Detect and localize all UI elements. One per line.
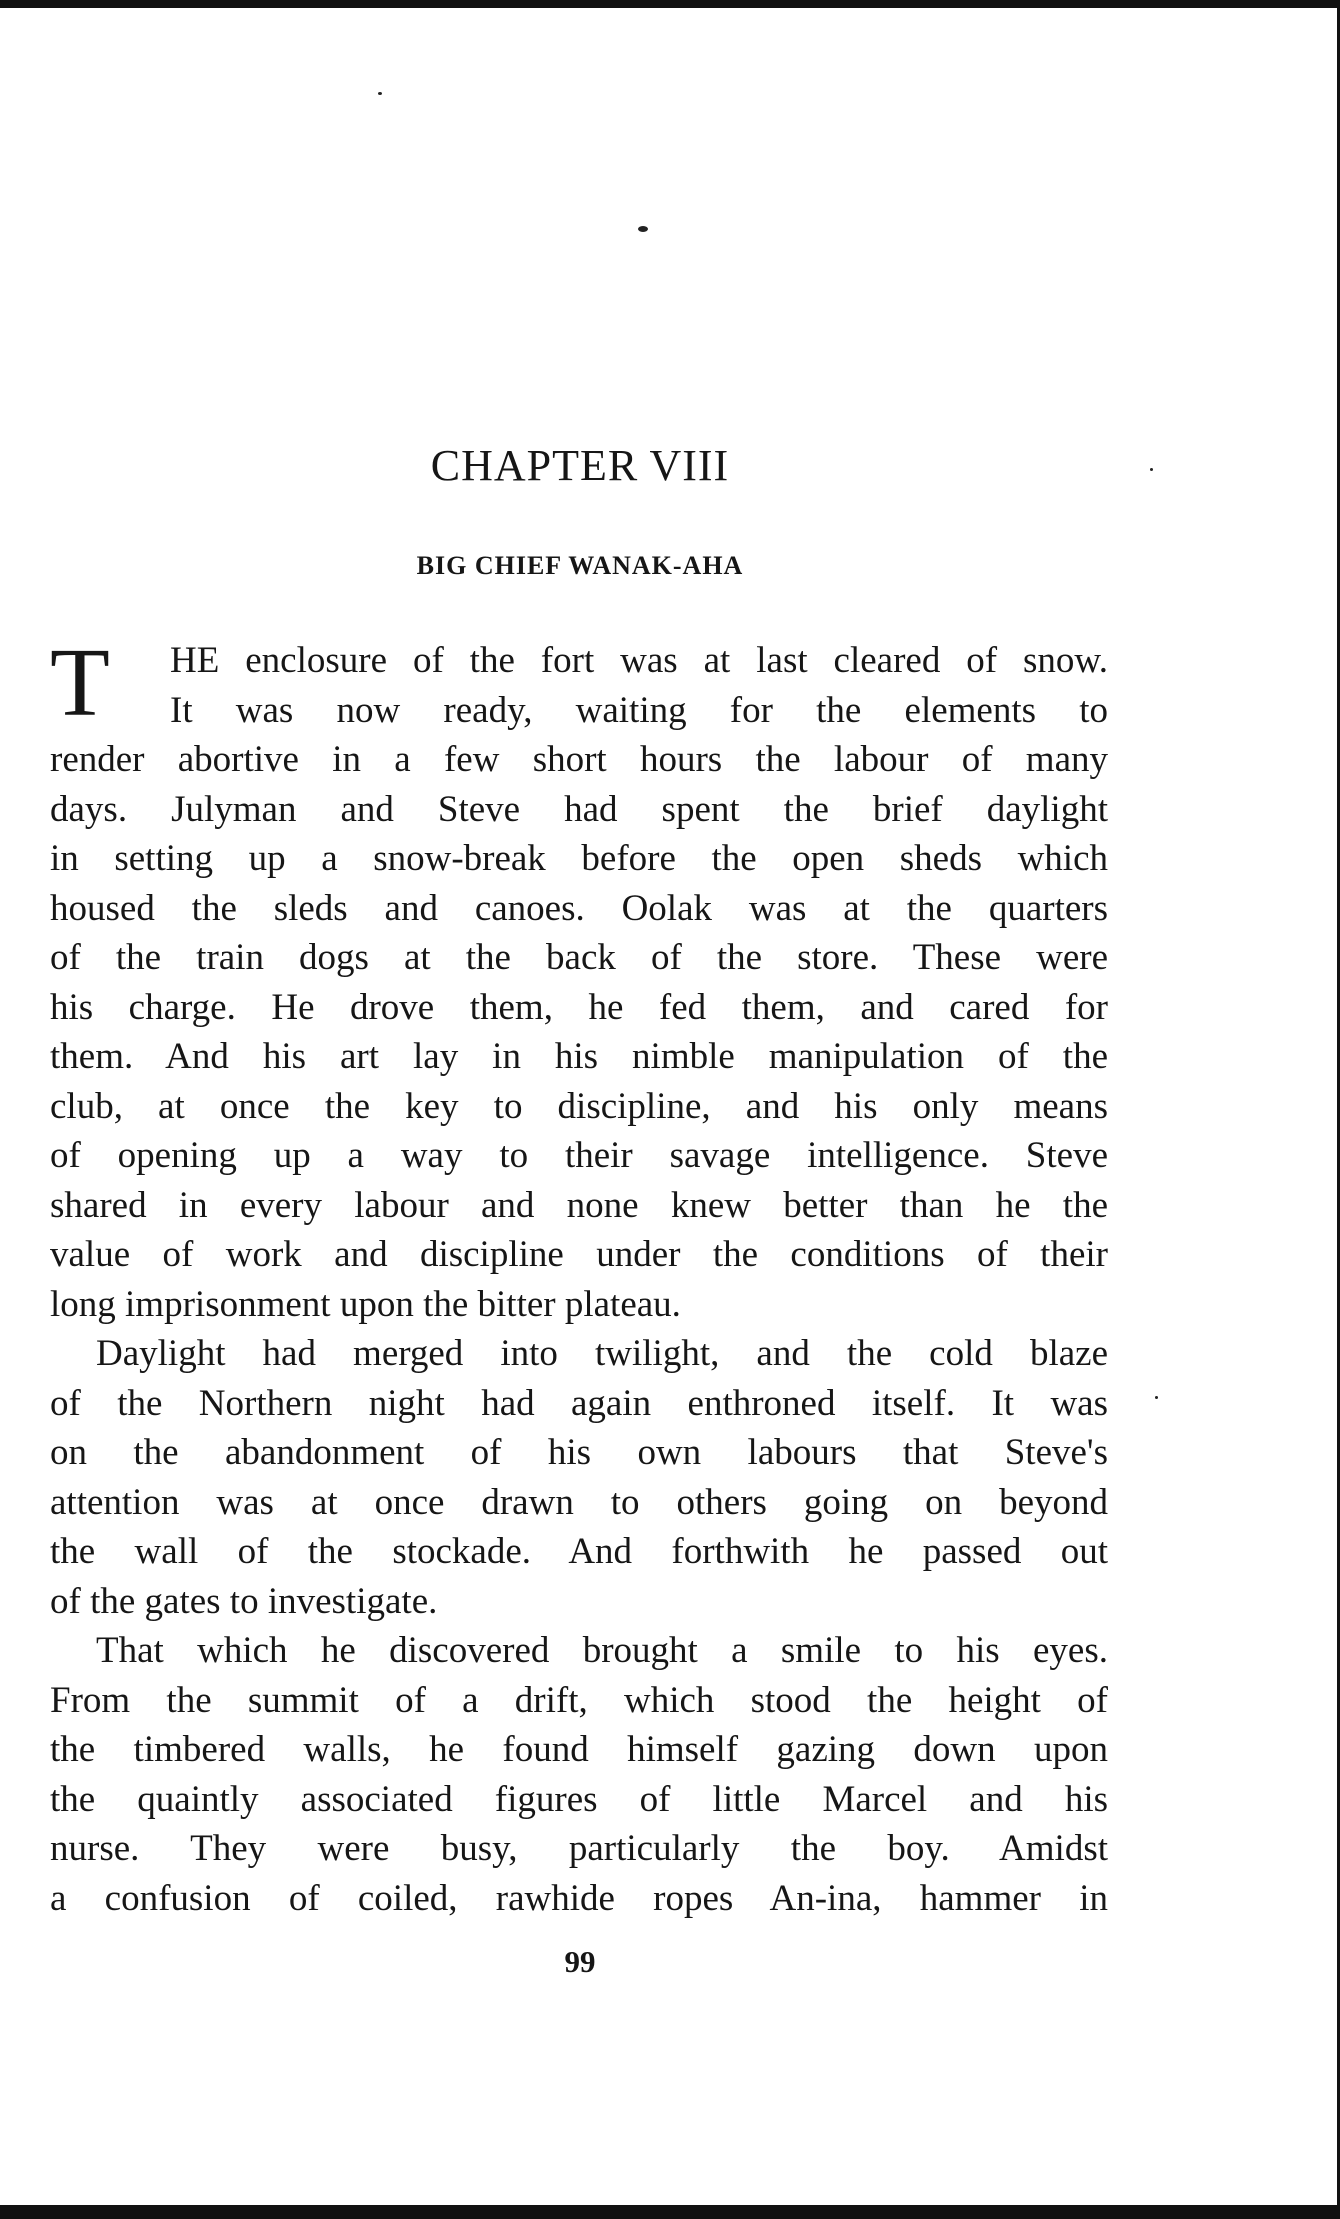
text-line: housed the sleds and canoes. Oolak was at the quarters	[50, 887, 1108, 929]
text-line: in setting up a snow-break before the open sheds which	[50, 838, 1108, 879]
scan-speck	[378, 92, 382, 95]
text-line: days. Julyman and Steve had spent the brief daylight	[50, 788, 1108, 830]
text-line: on the abandonment of his own labours that Steve's	[50, 1432, 1108, 1473]
text-line: his charge. He drove them, he fed them, and cared for	[50, 986, 1108, 1028]
text-line: the quaintly associated figures of little Marcel and his	[50, 1778, 1108, 1820]
text-line: render abortive in a few short hours the labour of many	[50, 739, 1108, 780]
text-line: a confusion of coiled, rawhide ropes An-ina, hammer in	[50, 1877, 1108, 1919]
text-line: the wall of the stockade. And forthwith he passed out	[50, 1531, 1108, 1572]
page-bottom-edge	[0, 2205, 1340, 2219]
paragraph	[50, 1329, 1108, 1626]
text-line: Daylight had merged into twilight, and the cold blaze	[96, 1333, 1108, 1374]
page-number: 99	[564, 1944, 596, 1979]
text-line: From the summit of a drift, which stood the height of	[50, 1679, 1108, 1721]
text-line: of the Northern night had again enthroned itself. It was	[50, 1382, 1108, 1424]
text-line: shared in every labour and none knew better than he the	[50, 1184, 1108, 1226]
text-line: club, at once the key to discipline, and his only means	[50, 1085, 1108, 1127]
drop-cap: T	[50, 629, 110, 737]
chapter-title: CHAPTER VIII	[430, 441, 730, 490]
text-line: them. And his art lay in his nimble manipulation of the	[50, 1036, 1108, 1077]
text-line: That which he discovered brought a smile to his eyes.	[96, 1630, 1108, 1671]
paragraph	[50, 1626, 1108, 1923]
chapter-body	[50, 629, 1108, 1923]
text-line: HE enclosure of the fort was at last cleared of snow.	[170, 640, 1108, 681]
text-line: the timbered walls, he found himself gazing down upon	[50, 1729, 1108, 1770]
page-top-edge	[0, 0, 1340, 8]
scan-speck	[638, 226, 648, 232]
text-line: long imprisonment upon the bitter plateau.	[50, 1283, 681, 1325]
text-line: It was now ready, waiting for the elements to	[170, 689, 1108, 731]
text-line: of the gates to investigate.	[50, 1580, 438, 1622]
paragraph	[50, 629, 1108, 1329]
text-line: of the train dogs at the back of the store. These were	[50, 937, 1108, 978]
scan-speck	[1155, 1396, 1158, 1399]
text-line: of opening up a way to their savage intelligence. Steve	[50, 1135, 1108, 1176]
text-line: value of work and discipline under the conditions of their	[50, 1234, 1108, 1275]
chapter-subtitle: BIG CHIEF WANAK-AHA	[416, 551, 744, 580]
text-line: attention was at once drawn to others going on beyond	[50, 1481, 1108, 1523]
text-line: nurse. They were busy, particularly the boy. Amidst	[50, 1828, 1108, 1869]
